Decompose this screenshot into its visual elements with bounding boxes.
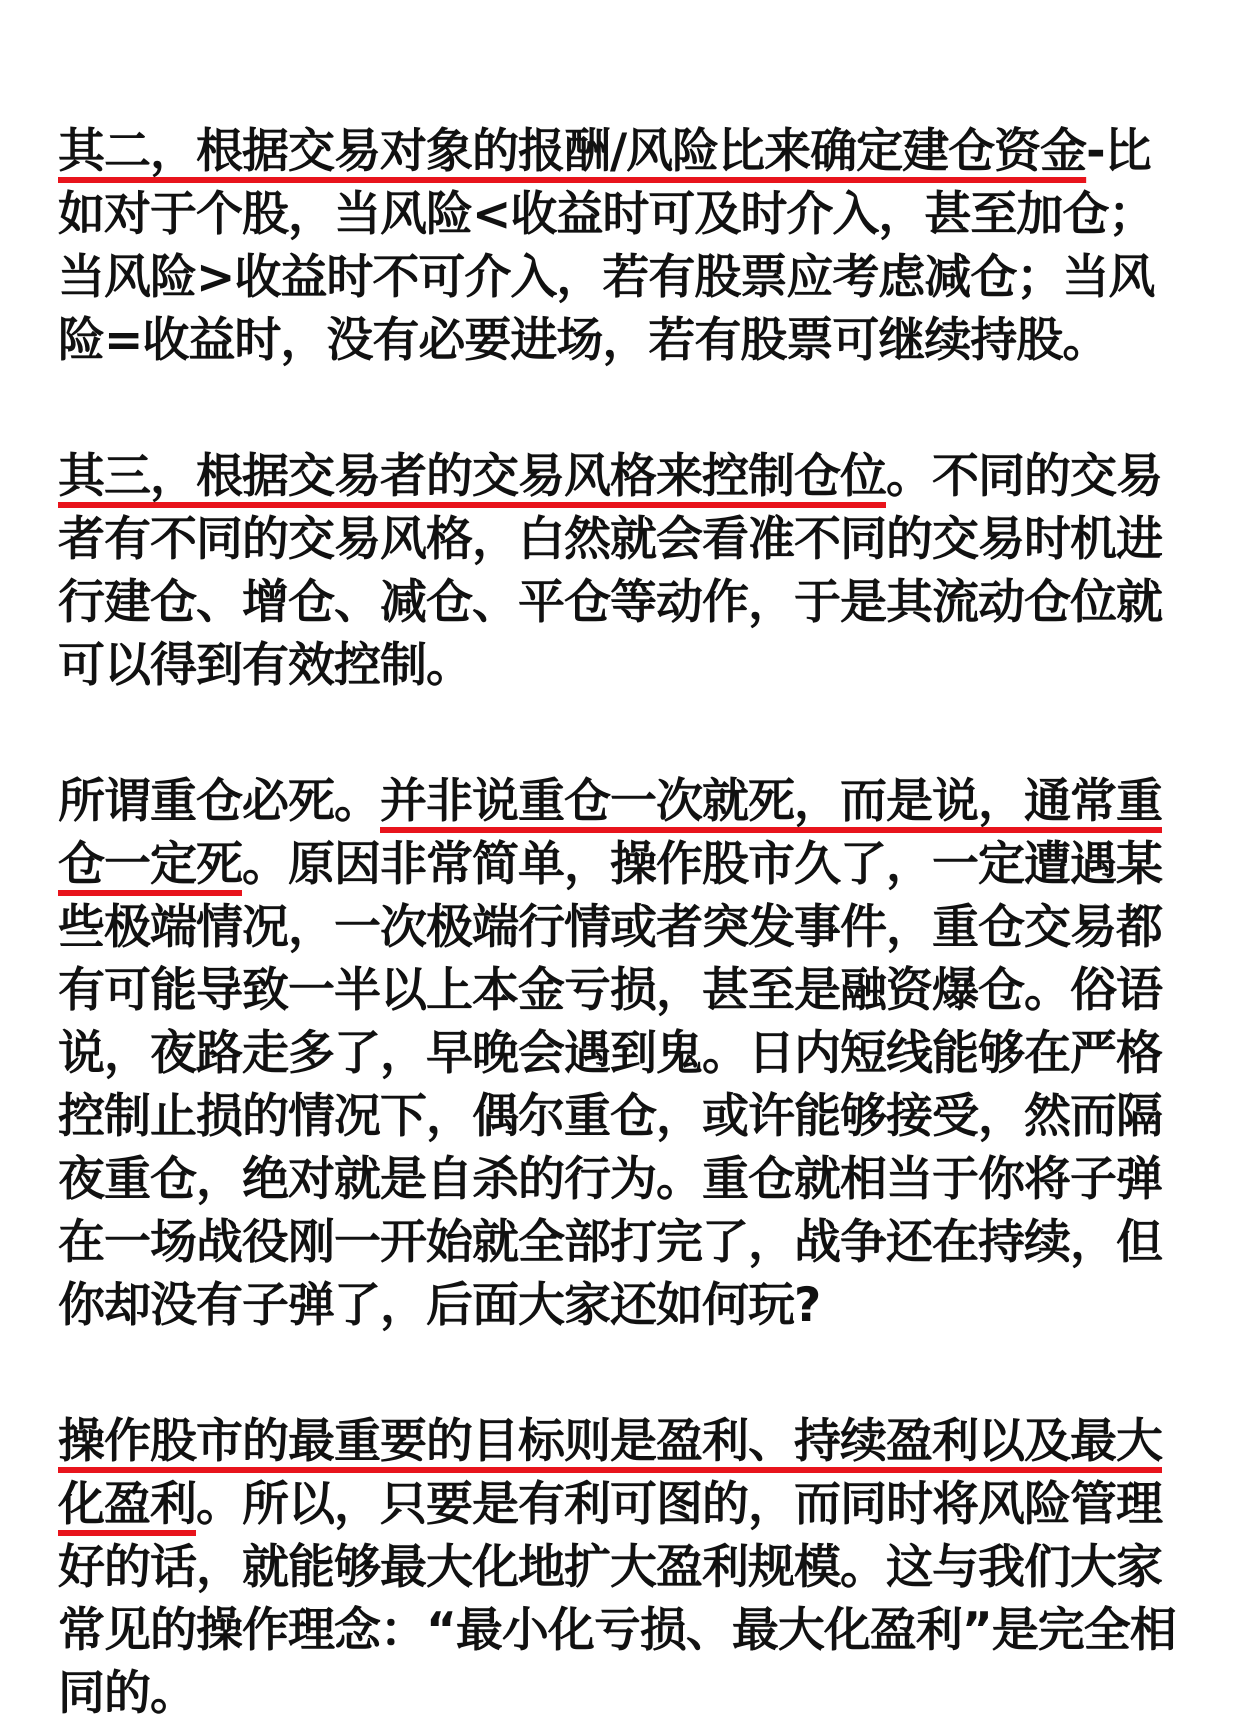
paragraph-lead-text: 所谓重仓必死。 [58, 774, 380, 829]
article-body [58, 120, 1188, 1725]
highlighted-key-sentence: 其三，根据交易者的交易风格来控制仓位 [58, 449, 886, 504]
highlighted-key-sentence: 其二，根据交易对象的报酬/风险比来确定建仓资金 [58, 124, 1087, 179]
paragraph-text: 。不同的交易者有不同的交易风格，白然就会看准不同的交易时机进行建仓、增仓、减仓、平仓等动作，于是其流动仓位就可以得到有效控制。 [58, 449, 1162, 693]
paragraph-position-by-risk-reward [58, 120, 1188, 372]
paragraph-text: 。原因非常简单，操作股市久了，一定遭遇某些极端情况，一次极端行情或者突发事件，重仓交易都有可能导致一半以上本金亏损，甚至是融资爆仓。俗语说，夜路走多了，早晚会遇到鬼。日内短线能够在严格控制止损的情况下，偶尔重仓，或许能够接受，然而隔夜重仓，绝对就是自杀的行为。重仓就相当于你将子弹在一场战役刚一开始就全部打完了，战争还在持续，但你却没有子弹了，后面大家还如何玩? [58, 837, 1162, 1333]
paragraph-position-by-trading-style [58, 445, 1188, 697]
paragraph-heavy-position-risk [58, 770, 1188, 1337]
paragraph-profit-goal [58, 1410, 1188, 1725]
highlighted-key-sentence: 并非说重仓一次就死，而是说，通常重仓一定死 [58, 774, 1162, 892]
highlighted-key-sentence: 操作股市的最重要的目标则是盈利、持续盈利以及最大化盈利 [58, 1414, 1162, 1532]
paragraph-text: -比如对于个股，当风险<收益时可及时介入，甚至加仓；当风险>收益时不可介入，若有股票应考虑减仓；当风险=收益时，没有必要进场，若有股票可继续持股。 [58, 124, 1155, 368]
paragraph-text: 。所以，只要是有利可图的，而同时将风险管理好的话，就能够最大化地扩大盈利规模。这与我们大家常见的操作理念：“最小化亏损、最大化盈利”是完全相同的。 [58, 1477, 1176, 1721]
